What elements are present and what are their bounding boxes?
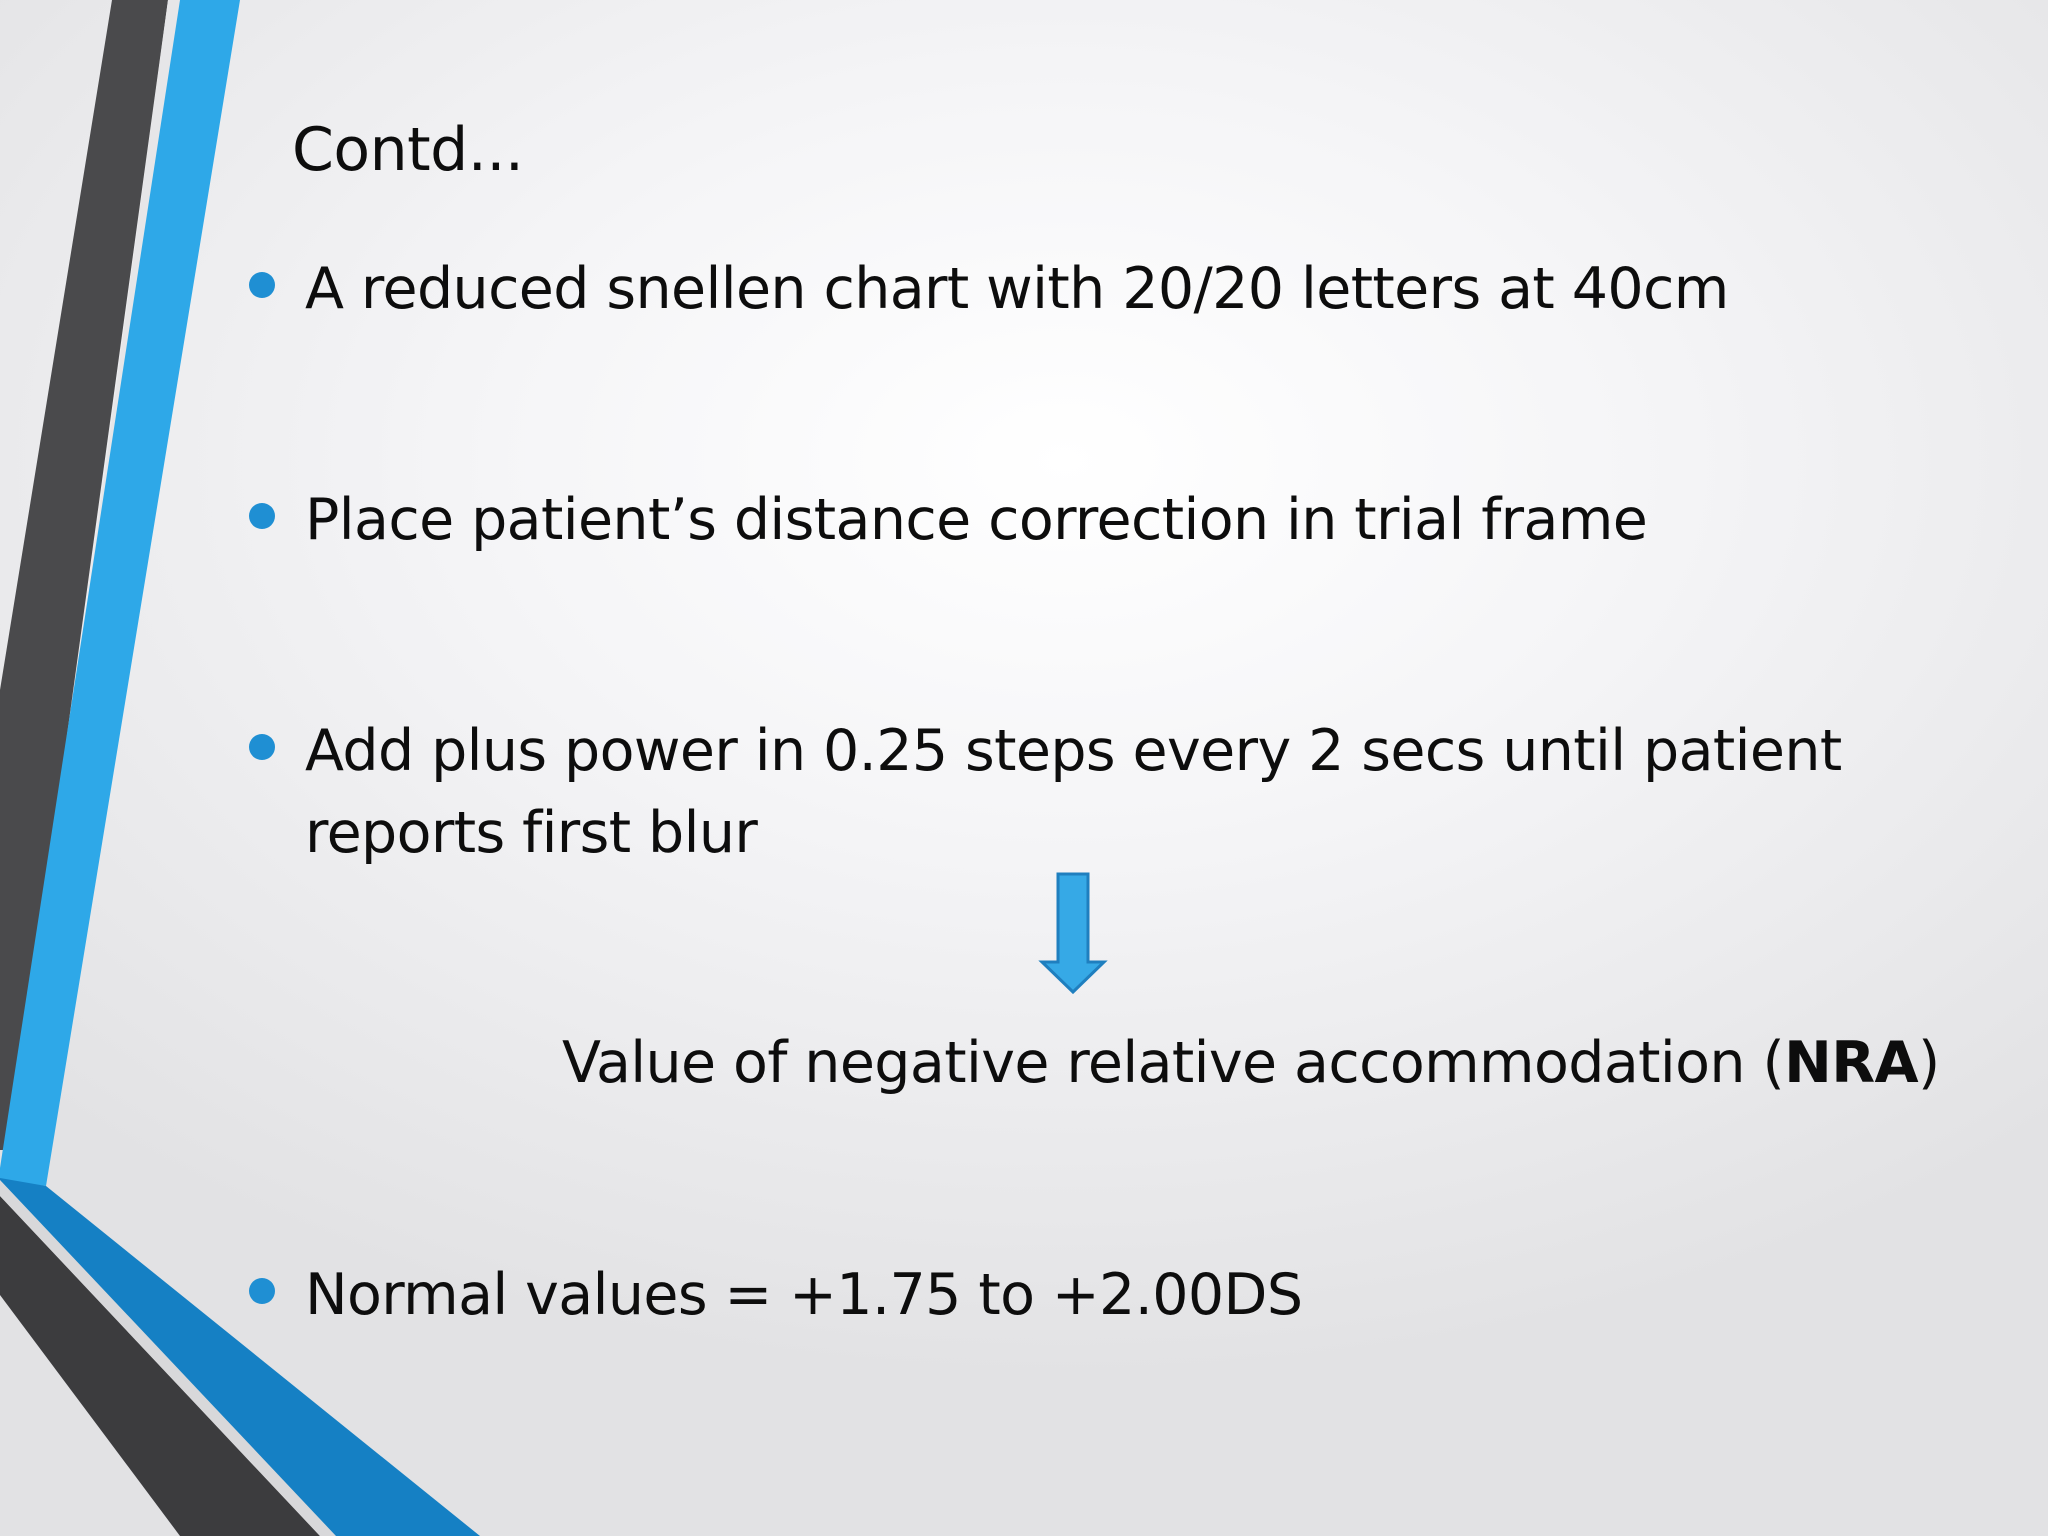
slide-title: Contd... [292,115,524,185]
bullet-text: Place patient’s distance correction in trial frame [305,487,1648,553]
bullet-item-1 [305,248,1729,330]
bullet-dot-icon [249,272,275,298]
result-suffix: ) [1918,1030,1940,1096]
result-bold-abbreviation: NRA [1784,1030,1919,1096]
bullet-item-2 [305,479,1647,561]
bullet-dot-icon [249,1278,275,1304]
bullet-dot-icon [249,734,275,760]
bullet-text: A reduced snellen chart with 20/20 letters at 40cm [305,256,1729,322]
bullet-text: Normal values = +1.75 to +2.00DS [305,1262,1303,1328]
nra-result-text [562,1022,1940,1104]
bullet-text-line-2: reports first blur [305,800,758,866]
down-arrow-icon [1038,872,1108,996]
result-prefix: Value of negative relative accommodation ( [562,1030,1785,1096]
bullet-dot-icon [249,503,275,529]
bullet-text-line-1: Add plus power in 0.25 steps every 2 secs until patient [305,718,1842,784]
bullet-item-4 [305,1254,1302,1336]
bullet-item-3 [305,710,1842,874]
